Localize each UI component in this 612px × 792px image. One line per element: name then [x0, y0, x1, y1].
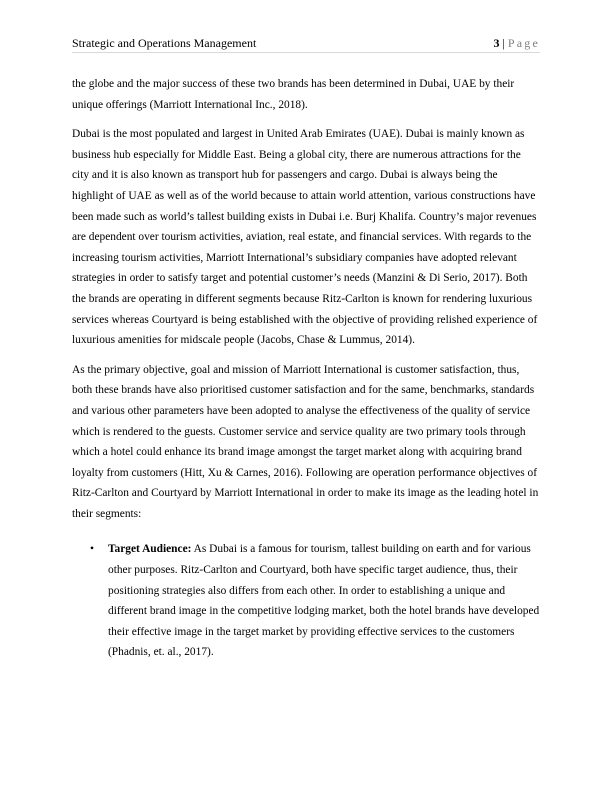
page-number: 3 [493, 36, 500, 50]
page-separator: | [502, 36, 505, 50]
bullet-term: Target Audience: [108, 543, 192, 556]
document-title: Strategic and Operations Management [72, 36, 257, 50]
document-body [72, 74, 540, 663]
bullet-list [72, 539, 540, 663]
page-word: Page [507, 36, 540, 50]
list-item [72, 539, 540, 663]
paragraph: Dubai is the most populated and largest in United Arab Emirates (UAE). Dubai is mainly known as business hub especially for Middle East. Being a global city, there are numerous attractions for the city and it is also known as transport hub for passengers and cargo. Dubai is always being the highlight of UAE as well as of the world because to attain world attention, various constructions have been made such as world’s tallest building exists in Dubai i.e. Burj Khalifa. Country’s major revenues are dependent over tourism activities, aviation, real estate, and financial services. With regards to the increasing tourism activities, Marriott International’s subsidiary companies have adopted relevant strategies in order to satisfy target and potential customer’s needs (Manzini & Di Serio, 2017). Both the brands are operating in different segments because Ritz-Carlton is known for rendering luxurious services whereas Courtyard is being established with the objective of providing relished experience of luxurious amenities for midscale people (Jacobs, Chase & Lummus, 2014). [72, 128, 538, 347]
page-number-label [493, 36, 540, 51]
page-header [72, 34, 540, 53]
paragraph: As the primary objective, goal and mission of Marriott International is customer satisfaction, thus, both these brands have also prioritised customer satisfaction and for the same, benchmarks, standards and various other parameters have been adopted to analyse the effectiveness of the quality of service which is rendered to the guests. Customer service and service quality are two primary tools through which a hotel could enhance its brand image amongst the target market along with acquiring brand loyalty from customers (Hitt, Xu & Carnes, 2016). Following are operation performance objectives of Ritz-Carlton and Courtyard by Marriott International in order to make its image as the leading hotel in their segments: [72, 363, 539, 520]
paragraph: the globe and the major success of these two brands has been determined in Dubai, UAE by their unique offerings (Marriott International Inc., 2018). [72, 78, 515, 111]
bullet-text: As Dubai is a famous for tourism, tallest building on earth and for various other purposes. Ritz-Carlton and Courtyard, both have specific target audience, thus, their positioning strategies also differs from each other. In order to establishing a unique and different brand image in the competitive lodging market, both the hotel brands have developed their effective image in the target market by providing effective services to the customers (Phadnis, et. al., 2017). [108, 543, 540, 659]
bullet-marker: • [90, 543, 94, 556]
